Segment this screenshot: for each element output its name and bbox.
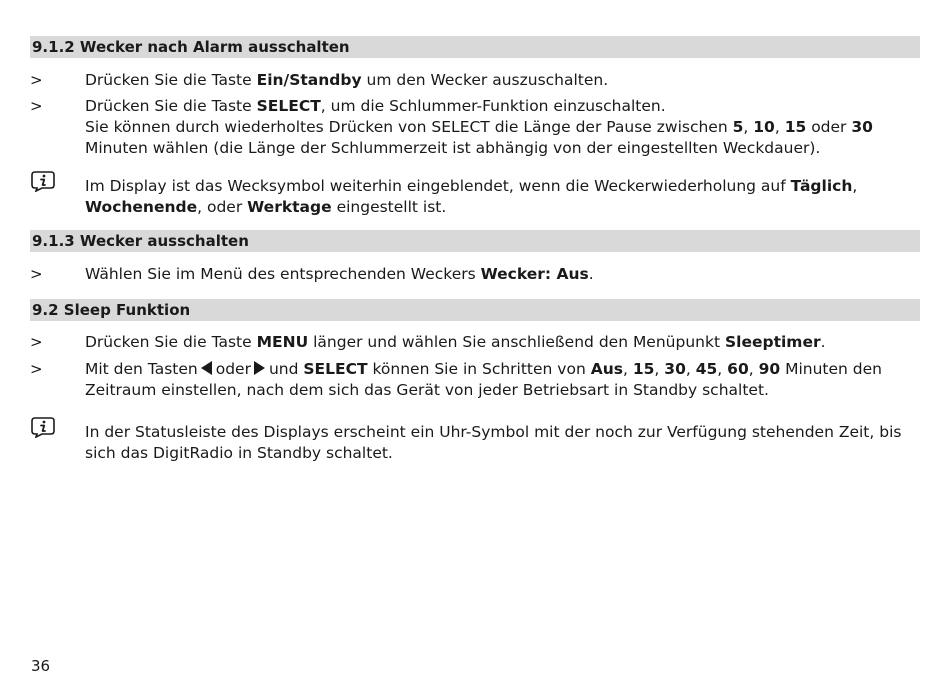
- list-item-ein-standby: > Drücken Sie die Taste Ein/Standby um den Wecker auszuschalten.: [30, 71, 609, 89]
- key-select-plain: SELECT: [431, 118, 490, 136]
- triangle-right-icon: [254, 361, 265, 375]
- list-item-sleep-steps: > Mit den Tasten oder und SELECT können Sie in Schritten von Aus, 15, 30, 45, 60, 90 Minuten den Zeitraum einstellen, nach dem sich das Gerät von jeder Betriebsart in Standby schaltet.: [30, 360, 882, 399]
- key-ein-standby: Ein/Standby: [256, 71, 362, 89]
- info-icon: [30, 416, 56, 438]
- manual-page: [30, 36, 920, 464]
- key-select: SELECT: [256, 97, 321, 115]
- page-number: 36: [31, 657, 51, 675]
- section-heading-92: 9.2 Sleep Funktion: [30, 299, 920, 321]
- section-heading-912: 9.1.2 Wecker nach Alarm ausschalten: [30, 36, 920, 58]
- info-note-wecksymbol: Im Display ist das Wecksymbol weiterhin eingeblendet, wenn die Weckerwiederholung auf Täglich, Wochenende, oder Werktage eingestellt ist.: [30, 176, 920, 218]
- bullet-marker: >: [30, 333, 43, 351]
- section-heading-913: 9.1.3 Wecker ausschalten: [30, 230, 920, 252]
- bullet-marker: >: [30, 97, 43, 115]
- triangle-left-icon: [201, 361, 212, 375]
- list-item-wecker-aus: > Wählen Sie im Menü des entsprechenden Weckers Wecker: Aus.: [30, 265, 594, 283]
- bullet-marker: >: [30, 265, 43, 283]
- bullet-marker: >: [30, 360, 43, 378]
- bullet-marker: >: [30, 71, 43, 89]
- info-icon: [30, 170, 56, 192]
- list-item-menu-sleeptimer: > Drücken Sie die Taste MENU länger und wählen Sie anschließend den Menüpunkt Sleeptimer.: [30, 333, 826, 351]
- list-item-select-snooze: > Drücken Sie die Taste SELECT, um die Schlummer-Funktion einzuschalten. Sie können durch wiederholtes Drücken von SELECT die Länge der Pause zwischen 5, 10, 15 oder 30 Minuten wählen (die Länge der Schlummerzeit ist abhängig von der eingestellten Weckdauer).: [30, 97, 873, 157]
- info-note-statusleiste: In der Statusleiste des Displays erscheint ein Uhr-Symbol mit der noch zur Verfügung stehenden Zeit, bis sich das DigitRadio in Standby schaltet.: [30, 422, 920, 464]
